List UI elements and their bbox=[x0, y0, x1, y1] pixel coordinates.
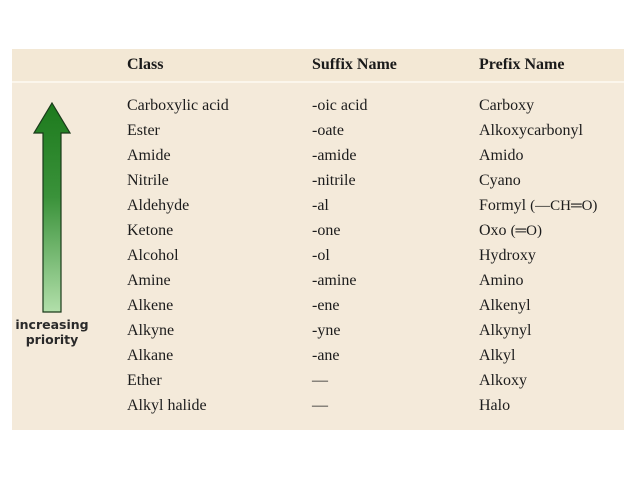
table-row bbox=[12, 96, 624, 121]
suffix-cell: -al bbox=[312, 197, 329, 214]
prefix-structure-note: (═O) bbox=[510, 223, 543, 239]
suffix-cell: -amide bbox=[312, 147, 357, 164]
prefix-cell bbox=[479, 321, 535, 341]
prefix-name: Amino bbox=[479, 272, 524, 289]
suffix-cell: — bbox=[312, 397, 328, 414]
suffix-cell: -amine bbox=[312, 272, 357, 289]
prefix-cell bbox=[479, 171, 525, 191]
prefix-cell bbox=[479, 346, 519, 366]
class-cell: Ester bbox=[127, 122, 160, 139]
prefix-name: Alkenyl bbox=[479, 297, 531, 314]
table-row bbox=[12, 371, 624, 396]
prefix-cell bbox=[479, 221, 542, 241]
prefix-name: Amido bbox=[479, 147, 524, 164]
suffix-cell: -ene bbox=[312, 297, 340, 314]
class-cell: Aldehyde bbox=[127, 197, 190, 214]
prefix-name: Halo bbox=[479, 397, 511, 414]
class-cell: Alcohol bbox=[127, 247, 179, 264]
suffix-cell: -yne bbox=[312, 322, 341, 339]
suffix-cell: -ane bbox=[312, 347, 340, 364]
class-cell: Alkane bbox=[127, 347, 174, 364]
class-cell: Alkene bbox=[127, 297, 174, 314]
prefix-name: Alkoxy bbox=[479, 372, 527, 389]
table-row bbox=[12, 246, 624, 271]
table-header bbox=[12, 49, 624, 81]
table-row bbox=[12, 346, 624, 371]
table-row bbox=[12, 171, 624, 196]
priority-label-line2: priority bbox=[25, 332, 79, 347]
functional-group-priority-table bbox=[12, 49, 624, 430]
suffix-cell: -nitrile bbox=[312, 172, 356, 189]
class-cell: Amide bbox=[127, 147, 171, 164]
table-row bbox=[12, 146, 624, 171]
header-suffix-name: Suffix Name bbox=[312, 56, 397, 73]
class-cell: Amine bbox=[127, 272, 171, 289]
prefix-cell bbox=[479, 296, 535, 316]
header-divider bbox=[12, 81, 624, 83]
class-cell: Nitrile bbox=[127, 172, 169, 189]
prefix-name: Alkoxycarbonyl bbox=[479, 122, 583, 139]
suffix-cell: -oic acid bbox=[312, 97, 368, 114]
suffix-cell: -ol bbox=[312, 247, 330, 264]
class-cell: Alkyne bbox=[127, 322, 175, 339]
header-class: Class bbox=[127, 56, 164, 73]
prefix-cell bbox=[479, 371, 531, 391]
prefix-cell bbox=[479, 246, 540, 266]
prefix-name: Hydroxy bbox=[479, 247, 536, 264]
table-row bbox=[12, 271, 624, 296]
prefix-name: Oxo bbox=[479, 222, 507, 239]
prefix-cell bbox=[479, 196, 597, 216]
priority-label-line1: increasing bbox=[15, 317, 89, 332]
prefix-name: Alkynyl bbox=[479, 322, 532, 339]
table-row bbox=[12, 196, 624, 221]
table-row bbox=[12, 221, 624, 246]
prefix-structure-note: (—CH═O) bbox=[530, 198, 598, 214]
prefix-name: Formyl bbox=[479, 197, 527, 214]
suffix-cell: -one bbox=[312, 222, 341, 239]
table-body bbox=[12, 96, 624, 421]
prefix-name: Alkyl bbox=[479, 347, 516, 364]
prefix-cell bbox=[479, 146, 527, 166]
suffix-cell: — bbox=[312, 372, 328, 389]
prefix-cell bbox=[479, 96, 538, 116]
prefix-name: Carboxy bbox=[479, 97, 535, 114]
header-prefix-name: Prefix Name bbox=[479, 56, 565, 73]
class-cell: Carboxylic acid bbox=[127, 97, 229, 114]
class-cell: Ketone bbox=[127, 222, 174, 239]
table-row bbox=[12, 321, 624, 346]
table-row bbox=[12, 396, 624, 421]
prefix-cell bbox=[479, 121, 587, 141]
prefix-cell bbox=[479, 271, 527, 291]
class-cell: Alkyl halide bbox=[127, 397, 207, 414]
class-cell: Ether bbox=[127, 372, 162, 389]
table-row bbox=[12, 121, 624, 146]
prefix-cell bbox=[479, 396, 514, 416]
prefix-name: Cyano bbox=[479, 172, 521, 189]
suffix-cell: -oate bbox=[312, 122, 344, 139]
table-row bbox=[12, 296, 624, 321]
